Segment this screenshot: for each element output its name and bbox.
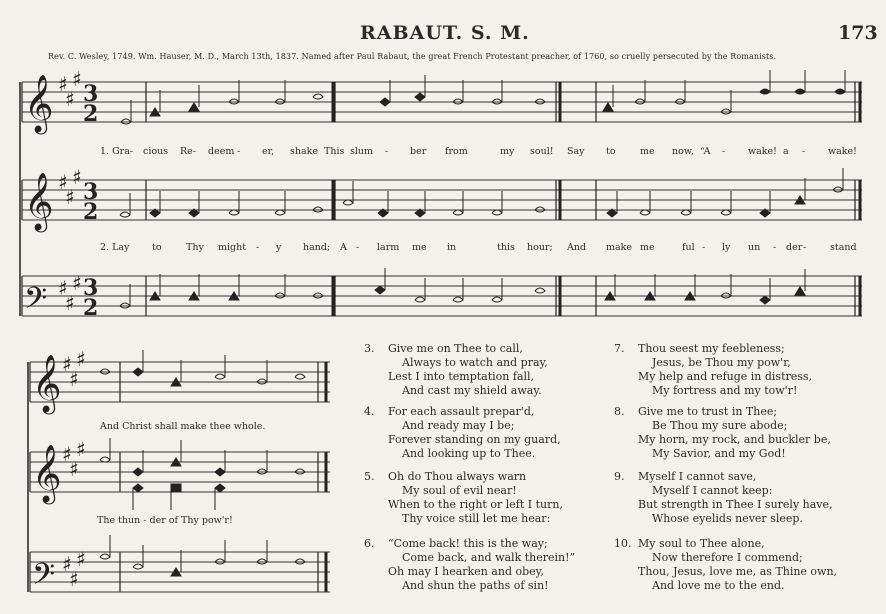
alto-note — [133, 468, 143, 476]
treble-note — [313, 94, 323, 99]
alto-staff-1-timesig-top: 3 — [83, 179, 99, 205]
stanza-number: 10. — [614, 537, 632, 550]
alto-staff-1-clef: 𝄞 — [24, 172, 54, 230]
treble-note — [215, 374, 225, 379]
alto-note — [133, 484, 143, 492]
stanza-line: Always to watch and pray, — [402, 356, 548, 369]
stanza-number: 6. — [364, 537, 375, 550]
treble-staff-1-sharp: ♯ — [72, 67, 82, 91]
alto-staff-2-sharp: ♯ — [76, 437, 86, 461]
lyric-verse2-syllable: ly — [722, 242, 731, 253]
stanza-line: And ready may I be; — [402, 419, 515, 432]
stanza-line: Come back, and walk therein!” — [402, 551, 576, 564]
stanza-line: Thou seest my feebleness; — [638, 342, 785, 355]
alto-note — [343, 200, 353, 205]
alto-note — [681, 210, 691, 215]
alto-note — [215, 468, 225, 476]
stanza-line: And looking up to Thee. — [402, 447, 536, 460]
stanza — [614, 342, 813, 398]
lyric-verse1-syllable: This — [324, 146, 345, 157]
lyric-verse1-syllable: cious — [143, 146, 169, 157]
lyric-verse2-syllable: in — [447, 242, 457, 253]
lyric-verse2-syllable: A — [340, 242, 347, 253]
lyric-verse2-syllable: - — [256, 242, 260, 253]
lyric-verse1-syllable: - — [237, 146, 241, 157]
lyric-verse2-syllable: 2. Lay — [100, 242, 130, 253]
stanza — [364, 470, 563, 526]
lyric-verse2-syllable: Thy — [186, 242, 204, 253]
bass-staff-1-sharp: ♯ — [72, 271, 82, 295]
lyric-verse1-syllable: soul! — [530, 146, 554, 157]
bass-staff-1-timesig-bottom: 2 — [83, 295, 99, 321]
stanza-line: Whose eyelids never sleep. — [652, 512, 803, 525]
stanza-number: 5. — [364, 470, 375, 483]
lyric-verse1-syllable: a — [783, 146, 789, 157]
bass-note — [535, 288, 545, 293]
stanza-line: And cast my shield away. — [402, 384, 542, 397]
author-credits: Rev. C. Wesley, 1749. Wm. Hauser, M. D., March 13th, 1837. Named after Paul Rabaut, the great French Protestant preacher, of 1760, so cruelly persecuted by the Romanists. — [48, 52, 777, 61]
lyric-verse1-syllable: wake! — [748, 146, 777, 157]
bass-staff-2-clef: 𝄢 — [32, 558, 56, 599]
bass-note — [415, 297, 425, 302]
lyric-verse1-syllable: to — [606, 146, 616, 157]
lyric-verse2-syllable: ful — [682, 242, 695, 253]
bass-staff-2-sharp: ♯ — [62, 552, 72, 576]
bass-staff-2-sharp: ♯ — [76, 547, 86, 571]
stanza — [364, 537, 576, 593]
stanza-number: 4. — [364, 405, 375, 418]
lyric-verse2-syllable: un — [748, 242, 761, 253]
bass-note — [133, 564, 143, 569]
alto-note — [492, 210, 502, 215]
stanza-line: Thou, Jesus, love me, as Thine own, — [638, 565, 838, 578]
lyric-verse2-syllable: larm — [377, 242, 400, 253]
treble-note — [835, 89, 845, 94]
treble-staff-1-sharp: ♯ — [65, 87, 75, 111]
stanza-line: My Savior, and my God! — [652, 447, 786, 460]
alto-note — [229, 210, 239, 215]
treble-staff-2-sharp: ♯ — [69, 367, 79, 391]
treble-note — [760, 89, 770, 94]
alto-staff-2-sharp: ♯ — [62, 442, 72, 466]
stanza-line: “Come back! this is the way; — [388, 537, 548, 550]
alto-staff-1-sharp: ♯ — [65, 185, 75, 209]
alto-note — [100, 457, 110, 462]
treble-note — [603, 103, 613, 111]
lyric-verse2-syllable: - — [356, 242, 360, 253]
bass-note — [453, 297, 463, 302]
treble-note — [380, 98, 390, 106]
stanza-number: 3. — [364, 342, 375, 355]
alto-staff-2-clef: 𝄞 — [32, 444, 62, 502]
lyric-verse1-syllable: wake! — [828, 146, 857, 157]
bass-note — [375, 286, 385, 294]
treble-note — [133, 368, 143, 376]
treble-note — [795, 89, 805, 94]
stanza-number: 9. — [614, 470, 625, 483]
bass-note — [100, 554, 110, 559]
stanza-line: Oh may I hearken and obey, — [388, 565, 544, 578]
alto-staff-2-sharp: ♯ — [69, 457, 79, 481]
stanza-line: My fortress and my tow'r! — [652, 384, 798, 397]
lyric-verse2-syllable: to — [152, 242, 162, 253]
stanza-line: But strength in Thee I surely have, — [638, 498, 833, 511]
lyric-verse1-syllable: Say — [567, 146, 585, 157]
lyric-system2-line1: And Christ shall make thee whole. — [100, 421, 266, 432]
treble-note — [295, 374, 305, 379]
lyric-verse1-syllable: - — [722, 146, 726, 157]
stanza-line: My soul of evil near! — [402, 484, 517, 497]
lyric-verse2-syllable: hour; — [527, 242, 553, 253]
stanza-line: Now therefore I commend; — [652, 551, 803, 564]
treble-staff-2-sharp: ♯ — [76, 347, 86, 371]
lyric-verse1-syllable: shake — [290, 146, 319, 157]
lyric-verse2-syllable: might — [218, 242, 247, 253]
stanza — [614, 537, 838, 593]
lyric-verse2-syllable: der — [786, 242, 803, 253]
treble-staff-1-clef: 𝄞 — [24, 74, 54, 132]
stanza-line: My help and refuge in distress, — [638, 370, 813, 383]
bass-staff-1-timesig-top: 3 — [83, 275, 99, 301]
stanza-line: And shun the paths of sin! — [402, 579, 549, 592]
lyric-verse1-syllable: my — [500, 146, 515, 157]
stanza-line: For each assault prepar'd, — [388, 405, 535, 418]
stanza-line: Myself I cannot save, — [638, 470, 757, 483]
treble-staff-2-sharp: ♯ — [62, 352, 72, 376]
stanza-line: Be Thou my sure abode; — [652, 419, 788, 432]
lyric-verse2-syllable: stand — [830, 242, 857, 253]
treble-note — [189, 103, 199, 111]
stanza — [364, 405, 561, 461]
lyric-verse1-syllable: me — [640, 146, 655, 157]
alto-note — [721, 210, 731, 215]
alto-note — [171, 484, 181, 492]
stanza-line: Thy voice still let me hear: — [402, 512, 551, 525]
stanza-line: Myself I cannot keep: — [652, 484, 773, 497]
bass-staff-1-clef: 𝄢 — [24, 282, 48, 323]
bass-staff-1-sharp: ♯ — [65, 291, 75, 315]
lyric-verse2-syllable: - — [803, 242, 807, 253]
lyric-verse1-syllable: - — [802, 146, 806, 157]
lyric-verse1-syllable: ber — [410, 146, 427, 157]
stanza-number: 7. — [614, 342, 625, 355]
treble-staff-2-clef: 𝄞 — [32, 354, 62, 412]
lyric-verse2-syllable: this — [497, 242, 515, 253]
alto-note — [453, 210, 463, 215]
alto-note — [640, 210, 650, 215]
stanza-line: Give me on Thee to call, — [388, 342, 523, 355]
alto-note — [120, 212, 130, 217]
lyric-verse2-syllable: - — [773, 242, 777, 253]
stanza-line: And love me to the end. — [652, 579, 785, 592]
alto-staff-1-sharp: ♯ — [72, 165, 82, 189]
treble-staff-1-sharp: ♯ — [58, 72, 68, 96]
lyric-verse2-syllable: me — [412, 242, 427, 253]
lyric-verse2-syllable: y — [276, 242, 282, 253]
alto-staff-1-timesig-bottom: 2 — [83, 199, 99, 225]
lyric-verse2-syllable: make — [606, 242, 633, 253]
hymn-title: RABAUT. S. M. — [360, 22, 530, 44]
lyric-verse1-syllable: from — [445, 146, 468, 157]
bass-note — [760, 296, 770, 304]
stanza-line: Oh do Thou always warn — [388, 470, 527, 483]
lyric-verse1-syllable: er, — [262, 146, 275, 157]
lyric-verse2-syllable: hand; — [303, 242, 331, 253]
alto-staff-1-sharp: ♯ — [58, 170, 68, 194]
stanza-line: My horn, my rock, and buckler be, — [638, 433, 831, 446]
stanza-line: Lest I into temptation fall, — [388, 370, 535, 383]
bass-note — [795, 287, 805, 295]
treble-note — [415, 93, 425, 101]
treble-staff-1-timesig-top: 3 — [83, 81, 99, 107]
bass-staff-2-sharp: ♯ — [69, 567, 79, 591]
lyric-verse2-syllable: - — [702, 242, 706, 253]
stanza-line: My soul to Thee alone, — [638, 537, 765, 550]
lyric-verse2-syllable: And — [567, 242, 587, 253]
treble-staff-1-timesig-bottom: 2 — [83, 101, 99, 127]
lyric-verse1-syllable: slum — [350, 146, 374, 157]
stanza — [614, 405, 831, 461]
stanza-line: When to the right or left I turn, — [388, 498, 563, 511]
alto-note — [215, 484, 225, 492]
lyric-verse1-syllable: Re- — [180, 146, 196, 157]
lyric-system2-line2: The thun - der of Thy pow'r! — [97, 515, 233, 526]
stanza — [614, 470, 833, 526]
bass-note — [492, 297, 502, 302]
stanza-line: Forever standing on my guard, — [388, 433, 561, 446]
lyric-verse1-syllable: - — [385, 146, 389, 157]
stanza-number: 8. — [614, 405, 625, 418]
stanza-line: Give me to trust in Thee; — [638, 405, 778, 418]
page-number: 173 — [838, 22, 878, 44]
stanza-line: Jesus, be Thou my pow'r, — [652, 356, 791, 369]
lyric-verse2-syllable: me — [640, 242, 655, 253]
alto-note — [275, 210, 285, 215]
lyric-verse1-syllable: now, — [672, 146, 694, 157]
bass-staff-1-sharp: ♯ — [58, 276, 68, 300]
lyric-verse1-syllable: “A — [700, 146, 711, 157]
lyric-verse1-syllable: 1. Gra- — [100, 146, 134, 157]
stanza — [364, 342, 548, 398]
lyric-verse1-syllable: deem — [208, 146, 235, 157]
